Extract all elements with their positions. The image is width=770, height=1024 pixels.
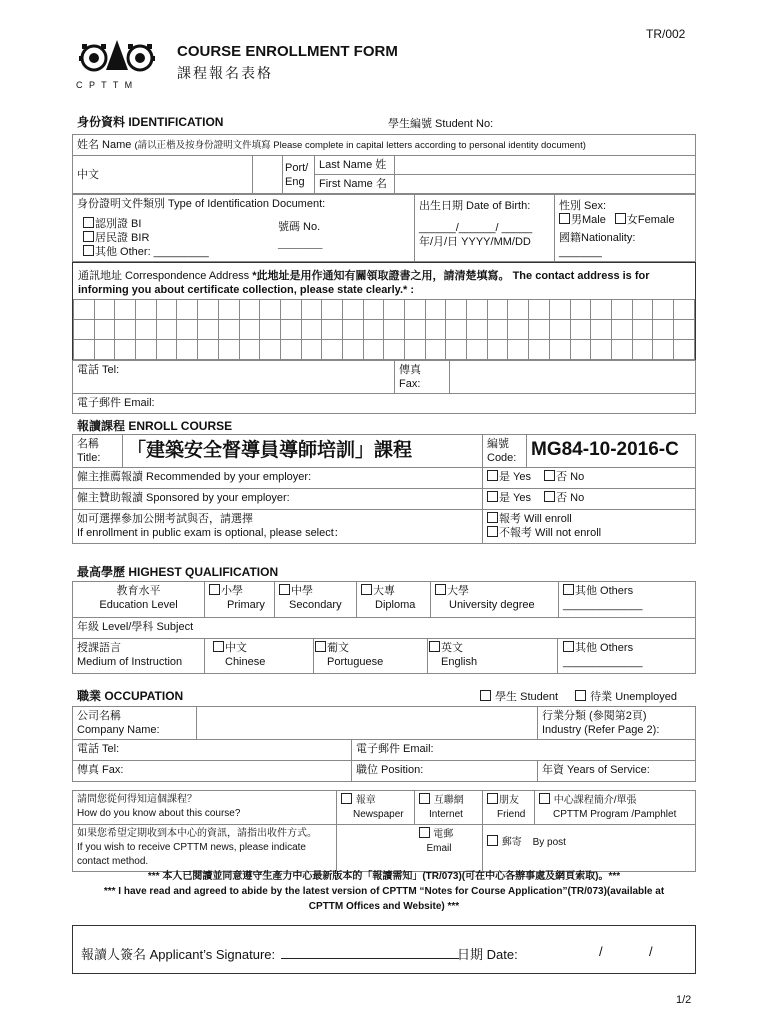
recommended-no-label: 否 No — [556, 471, 585, 483]
exam-label-zh: 如可選擇參加公開考試與否，請選擇 — [77, 513, 253, 525]
address-grid-cell[interactable] — [549, 340, 570, 360]
address-grid-cell[interactable] — [156, 340, 177, 360]
address-grid-cell[interactable] — [467, 320, 488, 340]
will-enroll-label: 報考 Will enroll — [499, 513, 572, 525]
address-grid-cell[interactable] — [467, 300, 488, 320]
address-grid-cell[interactable] — [198, 300, 219, 320]
address-grid-cell[interactable] — [653, 300, 674, 320]
address-grid-cell[interactable] — [384, 300, 405, 320]
address-grid-cell[interactable] — [74, 320, 95, 340]
address-grid-cell[interactable] — [549, 320, 570, 340]
education-level-zh: 教育水平 — [116, 585, 161, 597]
internet-checkbox[interactable] — [419, 793, 430, 804]
name-note: (請以正楷及按身份證明文件填寫 Please complete in capital letters according to personal identity document) — [134, 140, 586, 151]
nationality-label: 國籍Nationality: — [559, 232, 636, 244]
medium-english-en: English — [441, 656, 478, 668]
university-en: University degree — [449, 599, 535, 611]
tel-label: 電話 Tel: — [77, 364, 120, 376]
address-grid-cell[interactable] — [342, 340, 363, 360]
address-grid-cell[interactable] — [446, 300, 467, 320]
female-checkbox[interactable] — [615, 213, 626, 224]
logo-text: C P T T M — [76, 80, 135, 90]
fax-label: 傳真 Fax: — [399, 364, 421, 390]
address-grid-cell[interactable] — [115, 320, 136, 340]
male-checkbox[interactable] — [559, 213, 570, 224]
qualification-table — [72, 581, 696, 674]
address-grid-cell[interactable] — [508, 340, 529, 360]
address-grid-cell[interactable] — [529, 340, 550, 360]
email-contact-zh: 電郵 — [433, 829, 454, 840]
diploma-checkbox[interactable] — [361, 584, 372, 595]
address-grid-cell[interactable] — [487, 320, 508, 340]
identification-heading: 身份資料 IDENTIFICATION — [77, 115, 224, 129]
address-grid-cell[interactable] — [446, 320, 467, 340]
unemployed-checkbox[interactable] — [575, 690, 586, 701]
address-grid-cell[interactable] — [301, 320, 322, 340]
address-grid-cell[interactable] — [529, 320, 550, 340]
agreement-line-3: CPTTM Offices and Website) *** — [308, 901, 460, 912]
id-document-table — [72, 194, 696, 262]
newspaper-en: Newspaper — [353, 809, 404, 820]
address-grid-cell[interactable] — [301, 300, 322, 320]
course-code-en: Code: — [487, 452, 517, 464]
diploma-en: Diploma — [375, 599, 416, 611]
sponsored-label: 僱主贊助報讀 Sponsored by your employer: — [77, 492, 290, 504]
bir-checkbox[interactable] — [83, 231, 94, 242]
receive-news-zh: 如果您希望定期收到本中心的資訊，請指出收件方式。 — [77, 828, 317, 839]
internet-zh: 互聯網 — [433, 795, 464, 806]
company-email-label: 電子郵件 Email: — [356, 743, 434, 755]
secondary-zh: 中學 — [291, 585, 313, 597]
signature-box — [72, 925, 696, 974]
know-course-en: How do you know about this course? — [77, 808, 241, 819]
medium-portuguese-en: Portuguese — [327, 656, 384, 668]
nationality-field[interactable]: _______ — [559, 246, 602, 258]
sponsored-no-label: 否 No — [556, 492, 585, 504]
date-separator-2: / — [649, 944, 653, 959]
form-title-zh: 課程報名表格 — [177, 65, 273, 81]
course-name-zh: 名稱 — [77, 438, 99, 450]
industry-label-en: Industry (Refer Page 2): — [542, 724, 660, 736]
newspaper-zh: 報章 — [355, 795, 376, 806]
secondary-checkbox[interactable] — [279, 584, 290, 595]
address-grid-cell[interactable] — [467, 340, 488, 360]
exam-label-en: If enrollment in public exam is optional, please select： — [77, 527, 345, 539]
address-grid-cell[interactable] — [322, 300, 343, 320]
post-contact-zh: 郵寄 — [501, 837, 522, 848]
student-no-label: 學生編號 Student No: — [388, 118, 494, 130]
post-contact-en: By post — [532, 837, 566, 848]
qualification-heading: 最高學歷 HIGHEST QUALIFICATION — [77, 565, 279, 579]
address-grid-cell[interactable] — [405, 300, 426, 320]
pamphlet-en: CPTTM Program /Pamphlet — [553, 809, 677, 820]
address-grid-cell[interactable] — [632, 300, 653, 320]
medium-chinese-checkbox[interactable] — [213, 641, 224, 652]
address-grid-cell[interactable] — [198, 320, 219, 340]
pamphlet-checkbox[interactable] — [539, 793, 550, 804]
survey-table — [72, 790, 696, 872]
address-grid-cell[interactable] — [239, 320, 260, 340]
will-not-enroll-label: 不報考 Will not enroll — [499, 527, 602, 539]
id-no-field[interactable]: __________ — [278, 240, 323, 249]
address-grid-cell[interactable] — [280, 300, 301, 320]
agreement-statement — [72, 869, 696, 914]
position-label: 職位 Position: — [356, 764, 424, 776]
address-grid-cell[interactable] — [487, 340, 508, 360]
address-grid-cell[interactable] — [529, 300, 550, 320]
agreement-line-1: *** 本人已閱讀並同意遵守生產力中心最新版本的「報讀需知」(TR/073)(可在中心各辦事處及網頁索取)。*** — [147, 871, 621, 882]
male-label: 男Male — [571, 214, 606, 226]
medium-other-checkbox[interactable] — [563, 641, 574, 652]
address-grid-cell[interactable] — [322, 340, 343, 360]
address-grid-cell[interactable] — [570, 320, 591, 340]
address-grid-cell[interactable] — [260, 340, 281, 360]
identification-table — [72, 134, 696, 194]
address-grid-cell[interactable] — [508, 320, 529, 340]
address-grid-cell[interactable] — [570, 340, 591, 360]
address-grid-cell[interactable] — [611, 320, 632, 340]
address-grid-cell[interactable] — [591, 320, 612, 340]
signature-label: 報讀人簽名 Applicant’s Signature: — [81, 947, 276, 962]
company-fax-label: 傳真 Fax: — [77, 764, 124, 776]
address-grid-cell[interactable] — [136, 300, 157, 320]
email-contact-en: Email — [426, 843, 452, 854]
address-grid-cell[interactable] — [177, 320, 198, 340]
receive-news-en: If you wish to receive CPTTM news, please indicate contact method. — [77, 842, 306, 867]
company-name-zh: 公司名稱 — [77, 710, 121, 722]
sponsored-yes-label: 是 Yes — [499, 492, 532, 504]
medium-english-checkbox[interactable] — [429, 641, 440, 652]
address-grid-cell[interactable] — [653, 320, 674, 340]
company-name-field[interactable] — [197, 707, 538, 740]
address-grid-cell[interactable] — [363, 340, 384, 360]
contact-table — [72, 360, 696, 414]
occupation-heading: 職業 OCCUPATION — [77, 689, 184, 703]
medium-portuguese-zh: 葡文 — [327, 642, 349, 654]
address-grid-cell[interactable] — [487, 300, 508, 320]
last-name-field[interactable] — [395, 156, 696, 175]
address-grid[interactable] — [73, 299, 695, 360]
date-separator-1: / — [599, 944, 603, 959]
university-zh: 大學 — [447, 585, 469, 597]
address-grid-cell[interactable] — [632, 340, 653, 360]
medium-zh: 授課語言 — [77, 642, 121, 654]
address-grid-cell[interactable] — [632, 320, 653, 340]
friend-checkbox[interactable] — [487, 793, 498, 804]
address-grid-cell[interactable] — [74, 340, 95, 360]
address-grid-cell[interactable] — [405, 320, 426, 340]
primary-zh: 小學 — [221, 585, 243, 597]
address-grid-cell[interactable] — [94, 320, 115, 340]
port-label: Port/ — [285, 161, 309, 174]
medium-other-label: 其他 Others — [575, 642, 634, 654]
name-label: 姓名 Name — [77, 139, 132, 151]
address-grid-cell[interactable] — [405, 340, 426, 360]
friend-en: Friend — [497, 809, 526, 820]
diploma-zh: 大專 — [373, 585, 395, 597]
internet-en: Internet — [429, 809, 463, 820]
bi-label: 認別證 BI — [95, 218, 142, 230]
medium-english-zh: 英文 — [441, 642, 463, 654]
address-grid-cell[interactable] — [446, 340, 467, 360]
company-tel-label: 電話 Tel: — [77, 743, 120, 755]
other-qualification-field[interactable]: _____________ — [563, 599, 643, 611]
occupation-table — [72, 706, 696, 782]
agreement-line-2: *** I have read and agreed to abide by the latest version of CPTTM “Notes for Course Application”(TR/073)(available at — [103, 886, 665, 897]
address-grid-cell[interactable] — [280, 320, 301, 340]
address-grid-cell[interactable] — [570, 300, 591, 320]
medium-chinese-zh: 中文 — [225, 642, 247, 654]
address-note-2: informing you about certificate collection, please state clearly.* : — [78, 284, 414, 296]
course-title: 「建築安全督導員導師培訓」課程 — [127, 438, 413, 461]
medium-portuguese-checkbox[interactable] — [315, 641, 326, 652]
other-qualification-checkbox[interactable] — [563, 584, 574, 595]
other-qualification-label: 其他 Others — [575, 585, 634, 597]
recommended-no-checkbox[interactable] — [544, 470, 555, 481]
form-title-en: COURSE ENROLLMENT FORM — [177, 43, 398, 60]
address-grid-cell[interactable] — [673, 300, 694, 320]
dob-cell — [415, 195, 555, 262]
id-no-label: 號碼 No. — [278, 221, 321, 233]
other-id-checkbox[interactable] — [83, 245, 94, 256]
address-grid-cell[interactable] — [591, 300, 612, 320]
will-not-enroll-checkbox[interactable] — [487, 526, 498, 537]
address-grid-cell[interactable] — [115, 300, 136, 320]
address-grid-cell[interactable] — [136, 320, 157, 340]
secondary-en: Secondary — [289, 599, 342, 611]
other-id-label: 其他 Other: _________ — [95, 246, 209, 258]
address-grid-cell[interactable] — [384, 320, 405, 340]
address-grid-cell[interactable] — [425, 320, 446, 340]
address-grid-cell[interactable] — [673, 340, 694, 360]
last-name-label: Last Name 姓 — [319, 159, 387, 171]
address-grid-cell[interactable] — [94, 300, 115, 320]
newspaper-checkbox[interactable] — [341, 793, 352, 804]
address-grid-cell[interactable] — [198, 340, 219, 360]
course-code: MG84-10-2016-C — [531, 439, 679, 460]
pamphlet-zh: 中心課程簡介/單張 — [553, 795, 637, 806]
level-subject-label: 年級 Level/學科 Subject — [77, 621, 194, 633]
address-grid-cell[interactable] — [218, 320, 239, 340]
address-grid-cell[interactable] — [611, 300, 632, 320]
address-grid-cell[interactable] — [177, 300, 198, 320]
first-name-field[interactable] — [395, 175, 696, 194]
address-grid-cell[interactable] — [260, 300, 281, 320]
medium-chinese-en: Chinese — [225, 656, 266, 668]
date-label: 日期 Date: — [457, 947, 518, 962]
address-grid-cell[interactable] — [94, 340, 115, 360]
post-contact-checkbox[interactable] — [487, 835, 498, 846]
friend-zh: 朋友 — [499, 795, 519, 806]
recommended-yes-label: 是 Yes — [499, 471, 532, 483]
student-label: 學生 Student — [495, 691, 559, 703]
education-level-en: Education Level — [99, 599, 178, 611]
email-contact-checkbox[interactable] — [419, 827, 430, 838]
address-grid-cell[interactable] — [384, 340, 405, 360]
company-name-en: Company Name: — [77, 724, 160, 736]
sponsored-no-checkbox[interactable] — [544, 491, 555, 502]
address-grid-cell[interactable] — [591, 340, 612, 360]
address-grid-cell[interactable] — [508, 300, 529, 320]
fax-field[interactable] — [450, 361, 696, 394]
id-type-label: 身份證明文件類別 Type of Identification Document: — [77, 198, 326, 210]
recommended-label: 僱主推薦報讀 Recommended by your employer: — [77, 471, 312, 483]
medium-en: Medium of Instruction — [77, 656, 183, 668]
primary-en: Primary — [227, 599, 265, 611]
female-label: 女Female — [626, 214, 675, 226]
address-grid-cell[interactable] — [239, 340, 260, 360]
address-grid-cell[interactable] — [549, 300, 570, 320]
student-checkbox[interactable] — [480, 690, 491, 701]
address-grid-cell[interactable] — [653, 340, 674, 360]
address-grid-cell[interactable] — [156, 300, 177, 320]
address-grid-cell[interactable] — [260, 320, 281, 340]
bir-label: 居民證 BIR — [95, 232, 150, 244]
know-course-zh: 請問您從何得知這個課程？ — [77, 794, 197, 805]
address-grid-cell[interactable] — [425, 340, 446, 360]
medium-other-field[interactable]: _____________ — [563, 656, 643, 668]
address-grid-cell[interactable] — [611, 340, 632, 360]
address-grid-cell[interactable] — [363, 320, 384, 340]
address-grid-cell[interactable] — [239, 300, 260, 320]
will-enroll-checkbox[interactable] — [487, 512, 498, 523]
address-grid-cell[interactable] — [322, 320, 343, 340]
eng-label: Eng — [285, 175, 305, 188]
address-grid-cell[interactable] — [342, 300, 363, 320]
form-code: TR/002 — [646, 27, 686, 41]
address-grid-cell[interactable] — [218, 340, 239, 360]
dob-format: 年/月/日 YYYY/MM/DD — [419, 236, 531, 248]
primary-checkbox[interactable] — [209, 584, 220, 595]
address-grid-cell[interactable] — [342, 320, 363, 340]
years-of-service-label: 年資 Years of Service: — [542, 764, 650, 776]
industry-label-zh: 行業分類 (參閱第2頁) — [542, 710, 647, 722]
address-grid-cell[interactable] — [673, 320, 694, 340]
chinese-name-label: 中文 — [77, 168, 99, 181]
address-grid-cell[interactable] — [425, 300, 446, 320]
first-name-label: First Name 名 — [319, 178, 387, 190]
address-grid-cell[interactable] — [218, 300, 239, 320]
unemployed-label: 待業 Unemployed — [590, 691, 677, 703]
page-number: 1/2 — [676, 994, 692, 1006]
dob-field[interactable]: ______/______/ _____ — [419, 222, 533, 234]
address-grid-cell[interactable] — [177, 340, 198, 360]
address-grid-cell[interactable] — [363, 300, 384, 320]
bi-checkbox[interactable] — [83, 217, 94, 228]
dob-label: 出生日期 Date of Birth: — [419, 200, 531, 212]
address-grid-cell[interactable] — [280, 340, 301, 360]
address-grid-cell[interactable] — [156, 320, 177, 340]
sponsored-yes-checkbox[interactable] — [487, 491, 498, 502]
enroll-table — [72, 434, 696, 544]
recommended-yes-checkbox[interactable] — [487, 470, 498, 481]
university-checkbox[interactable] — [435, 584, 446, 595]
address-grid-cell[interactable] — [115, 340, 136, 360]
course-code-zh: 編號 — [487, 438, 509, 450]
address-label: 通訊地址 Correspondence Address — [78, 270, 250, 282]
sex-label: 性別 Sex: — [559, 200, 607, 212]
course-name-en: Title: — [77, 452, 101, 464]
address-note: *此地址是用作通知有關領取證書之用，請清楚填寫。 The contact address is for — [252, 270, 650, 282]
address-grid-cell[interactable] — [301, 340, 322, 360]
signature-field[interactable] — [281, 958, 459, 959]
address-grid-cell[interactable] — [74, 300, 95, 320]
enroll-heading: 報讀課程 ENROLL COURSE — [77, 419, 233, 433]
email-label: 電子郵件 Email: — [77, 397, 155, 409]
chinese-name-field[interactable] — [253, 156, 283, 194]
address-grid-cell[interactable] — [136, 340, 157, 360]
